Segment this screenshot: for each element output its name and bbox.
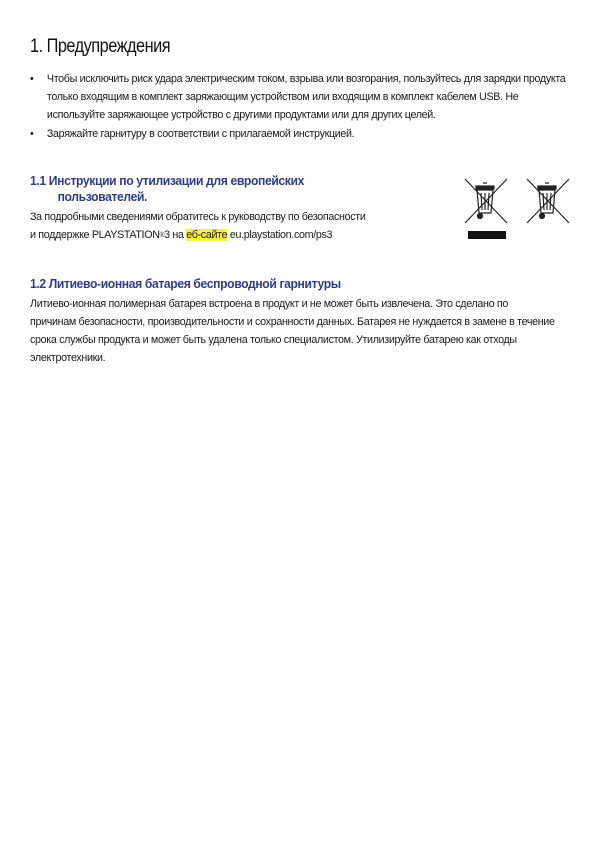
disposal-text — [30, 208, 425, 245]
disposal-text-line2-start: и поддержке PLAYSTATION — [30, 229, 160, 241]
weee-symbols-svg — [462, 176, 572, 246]
warnings-list — [30, 70, 590, 144]
battery-heading: 1.2 Литиево-ионная батарея беспроводной гарнитуры — [30, 276, 341, 291]
bullet-mark: • — [30, 73, 34, 85]
warning-text: Заряжайте гарнитуру в соответствии с прилагаемой инструкцией. — [46, 128, 355, 140]
disposal-text-line1: За подробными сведениями обратитесь к руководству по безопасности — [30, 211, 366, 223]
bullet-mark: • — [30, 128, 34, 140]
highlighted-text: еб-сайте — [186, 229, 228, 241]
disposal-text-line2-mid: 3 на — [164, 229, 187, 241]
list-item — [30, 125, 573, 143]
battery-text: Литиево-ионная полимерная батарея встроена в продукт и не может быть извлечена. Это сделано по причинам безопасности, производительности и сохранности данных. Батарея не нуждается в замене в течение срока службы продукта и может быть удалена только специалистом. Утилизируйте батарею как отходы электротехники. — [30, 298, 555, 364]
list-item — [30, 70, 573, 124]
disposal-heading — [30, 173, 304, 205]
section-title: 1. Предупреждения — [30, 36, 171, 57]
crossed-out-wheelie-bin-icon — [527, 179, 569, 223]
crossed-out-wheelie-bin-icon-with-bar — [465, 179, 507, 239]
disposal-heading-line1: 1.1 Инструкции по утилизации для европейских — [30, 173, 304, 188]
disposal-heading-line2: пользователей. — [57, 189, 148, 204]
disposal-text-url: eu.playstation.com/ps3 — [227, 229, 333, 241]
warning-text: Чтобы исключить риск удара электрическим током, взрыва или возгорания, пользуйтесь для зарядки продукта только входящим в комплект заряжающим устройством или входящим в комплект кабелем USB. Не используйте заряжающее устройство с другими продуктами или для других целей. — [46, 73, 566, 121]
weee-symbols — [462, 176, 572, 246]
registered-mark: ® — [159, 232, 165, 239]
